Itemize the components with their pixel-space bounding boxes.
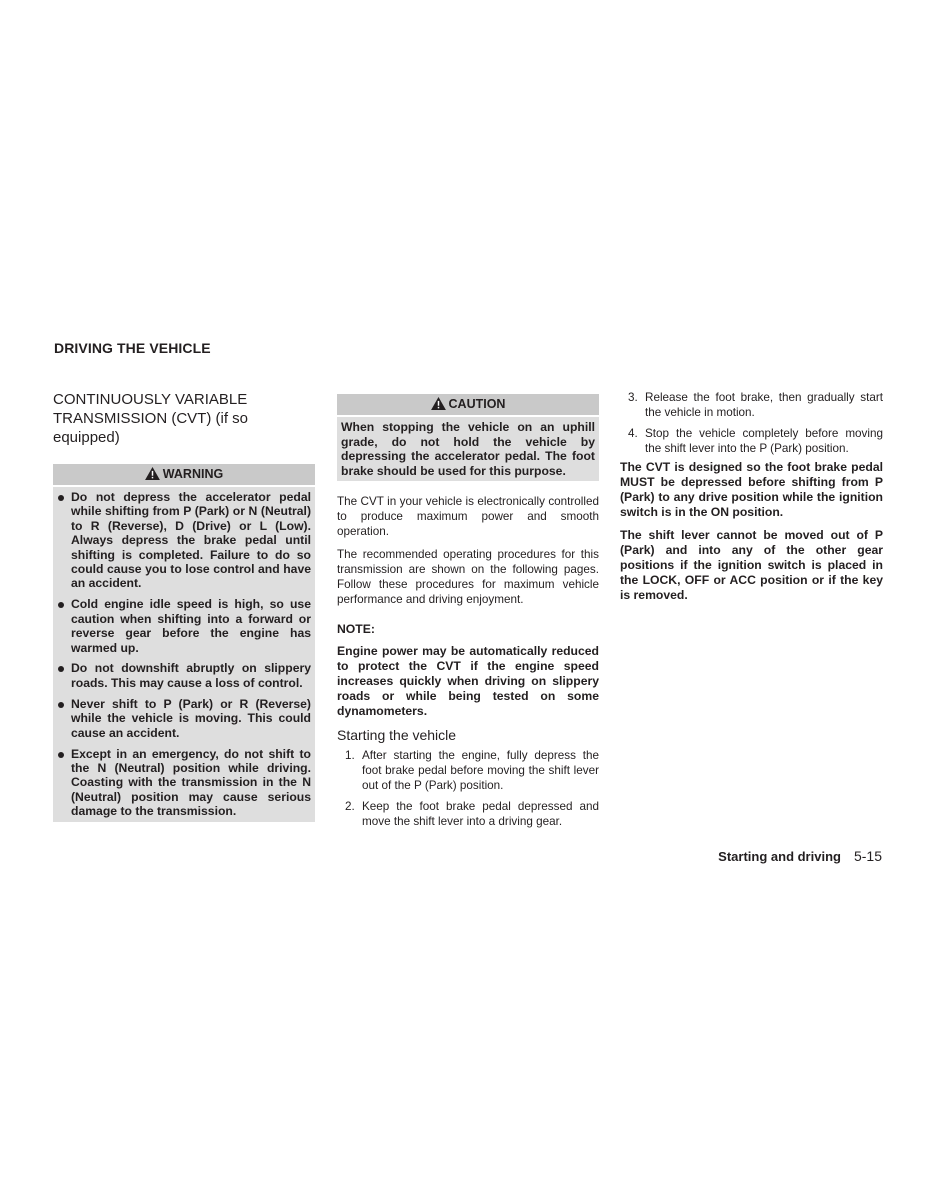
warning-list [57,490,311,819]
section-title: DRIVING THE VEHICLE [54,340,211,356]
starting-subheading: Starting the vehicle [337,727,457,744]
step-number: 3. [628,391,638,404]
steps-list [337,748,599,829]
step-item [337,799,599,829]
page-footer [718,848,882,864]
step-number: 1. [345,749,355,763]
step-number: 2. [345,800,355,814]
warning-item [57,697,311,740]
step-text: Release the foot brake, then gradually start the vehicle in motion. [645,391,883,419]
caution-title: CAUTION [448,397,506,411]
step-text: After starting the engine, fully depress the foot brake pedal before moving the shift lever out of the P (Park) position. [362,749,599,793]
bullet-icon [58,666,64,672]
bullet-icon [58,602,64,608]
bold-paragraph: The CVT is designed so the foot brake pedal MUST be depressed before shifting from P (Park) to any drive position while the ignition switch is in the ON position. [620,460,883,519]
warning-title: WARNING [162,467,224,481]
paragraph: The recommended operating procedures for this transmission are shown on the following pages. Follow these procedures for maximum vehicle performance and driving enjoyment. [337,548,599,607]
note-text: Engine power may be automatically reduced to protect the CVT if the engine speed increases quickly when driving on slippery roads or while being tested on some dynamometers. [337,644,599,719]
warning-item-text: Do not depress the accelerator pedal while shifting from P (Park) or N (Neutral) to R (Reverse), D (Drive) or L (Low). Always depress the brake pedal until shifting is completed. Failure to do so could cause you to lose control and have an accident. [71,490,311,591]
paragraph: The CVT in your vehicle is electronically controlled to produce maximum power and smooth operation. [337,495,599,539]
step-text: Stop the vehicle completely before moving the shift lever into the P (Park) position. [645,427,883,455]
cvt-heading: CONTINUOUSLY VARIABLE TRANSMISSION (CVT) (if so equipped) [53,391,249,446]
warning-item [57,661,311,690]
warning-item [57,747,311,819]
warning-item-text: Except in an emergency, do not shift to the N (Neutral) position while driving. Coasting with the transmission in the N (Neutral) position may cause serious damage to the transmission. [71,746,311,819]
step-number: 4. [628,427,638,440]
footer-section: Starting and driving [718,849,841,864]
warning-item-text: Do not downshift abruptly on slippery roads. This may cause a loss of control. [71,661,311,690]
warning-triangle-icon [431,397,446,410]
column-3 [620,390,883,611]
bullet-icon [58,495,64,501]
warning-box [53,464,315,822]
step-item [620,426,883,456]
caution-text: When stopping the vehicle on an uphill grade, do not hold the vehicle by depressing the accelerator pedal. The foot brake should be used for this purpose. [341,420,595,478]
caution-body [337,417,599,481]
warning-body [53,487,315,822]
column-2 [337,394,599,835]
note-label: NOTE: [337,622,375,637]
page-number: 5-15 [853,848,882,864]
bullet-icon [58,702,64,708]
step-item [620,390,883,420]
bullet-icon [58,752,64,758]
caution-header [337,394,599,415]
step-item [337,748,599,793]
warning-triangle-icon [145,467,160,480]
bold-paragraph: The shift lever cannot be moved out of P (Park) and into any of the other gear positions if the ignition switch is placed in the LOCK, OFF or ACC position or if the key is removed. [620,528,883,602]
warning-item [57,490,311,591]
warning-item [57,597,311,655]
caution-box [337,394,599,481]
column-1 [53,390,315,822]
warning-item-text: Never shift to P (Park) or R (Reverse) while the vehicle is moving. This could cause an accident. [71,696,311,740]
step-text: Keep the foot brake pedal depressed and move the shift lever into a driving gear. [362,800,599,829]
warning-item-text: Cold engine idle speed is high, so use caution when shifting into a forward or reverse gear before the engine has warmed up. [71,597,311,655]
steps-list [620,390,883,456]
warning-header [53,464,315,485]
